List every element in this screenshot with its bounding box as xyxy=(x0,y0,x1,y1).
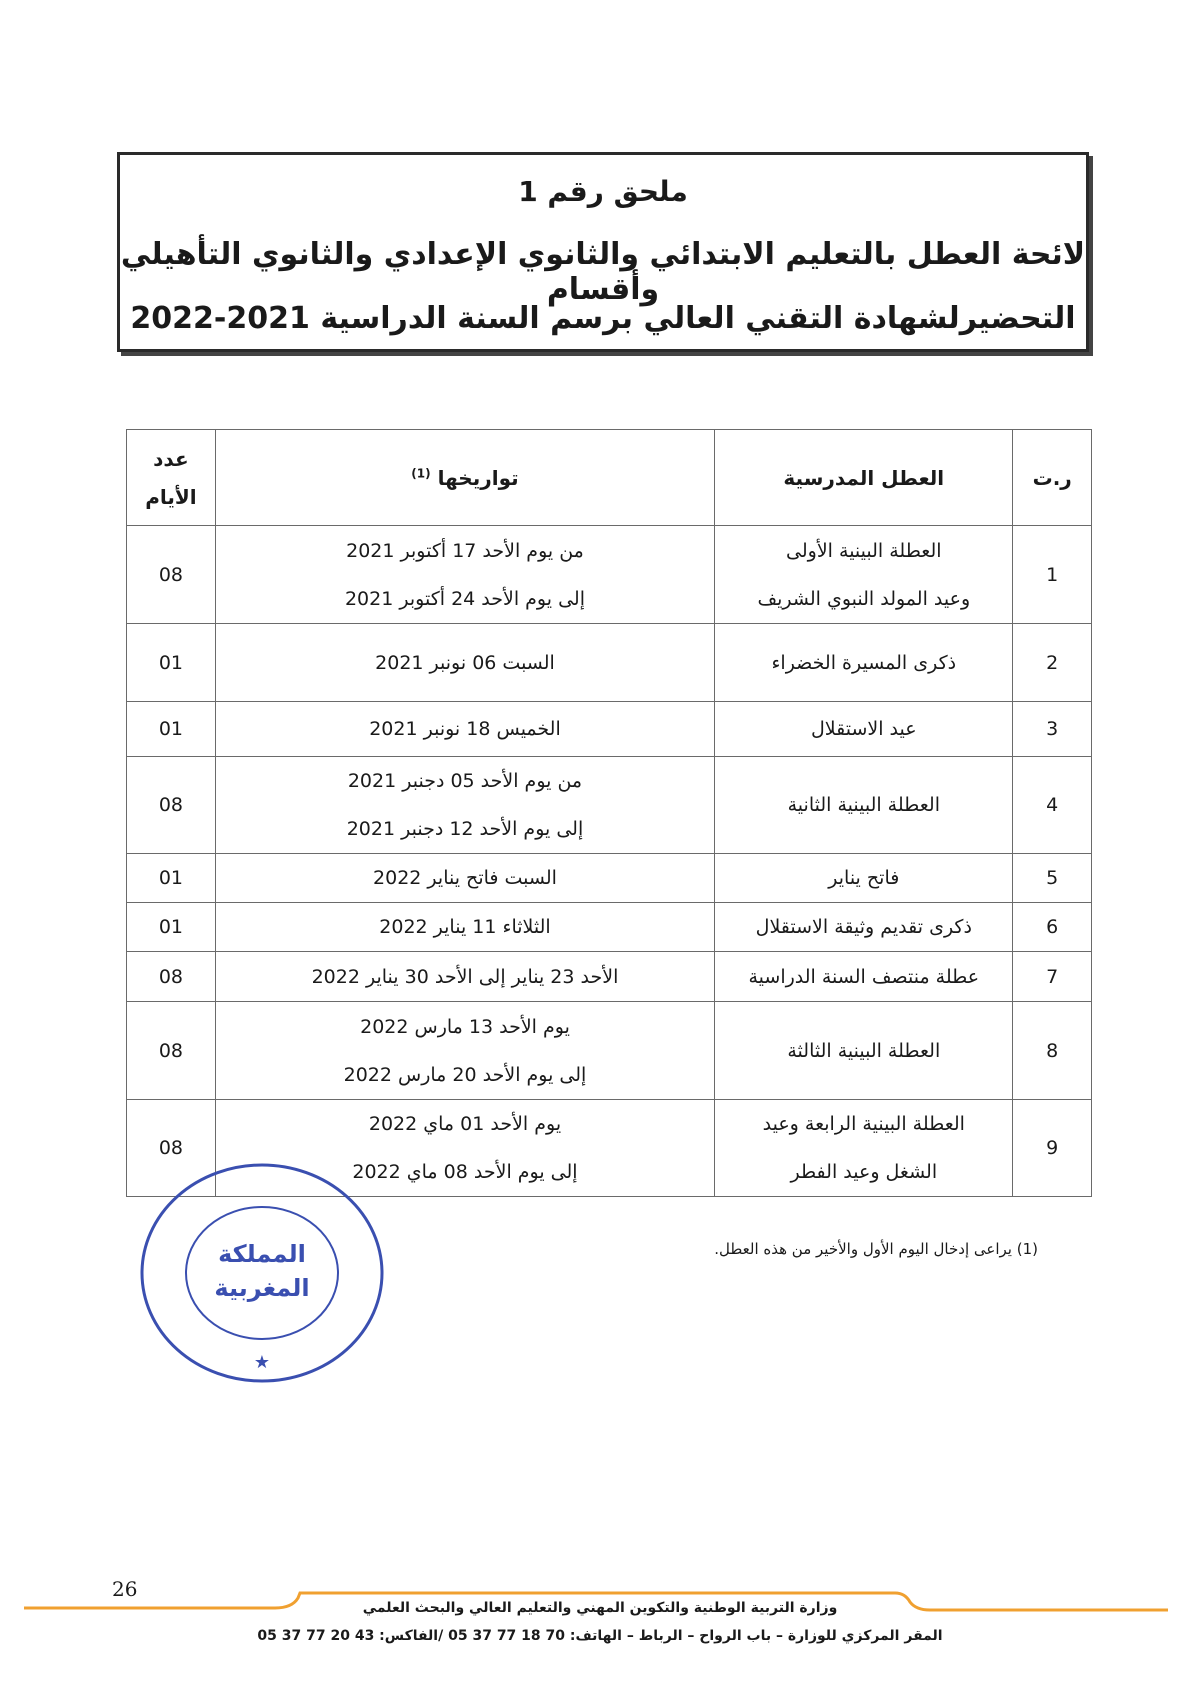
row-name: عطلة منتصف السنة الدراسية xyxy=(715,952,1013,1002)
row-dates: الأحد 23 يناير إلى الأحد 30 يناير 2022 xyxy=(215,952,714,1002)
row-dates xyxy=(215,1002,714,1100)
row-name xyxy=(715,1100,1013,1197)
header-dates-label: تواريخها xyxy=(437,465,519,490)
stamp-center-line1: المملكة xyxy=(218,1240,306,1268)
row-days: 08 xyxy=(127,757,216,854)
holidays-table xyxy=(126,429,1092,1197)
row-date-line: إلى يوم الأحد 24 أكتوبر 2021 xyxy=(344,587,585,610)
row-dates: الخميس 18 نونبر 2021 xyxy=(215,702,714,757)
row-name xyxy=(715,526,1013,624)
row-num: 9 xyxy=(1013,1100,1092,1197)
row-days: 01 xyxy=(127,624,216,702)
row-num: 4 xyxy=(1013,757,1092,854)
row-name-line: الشغل وعيد الفطر xyxy=(790,1161,938,1183)
table-header-row xyxy=(127,430,1092,526)
row-days: 01 xyxy=(127,854,216,903)
title-line-2: التحضيرلشهادة التقني العالي برسم السنة الدراسية 2021-2022 xyxy=(130,301,1076,336)
official-stamp xyxy=(136,1158,388,1388)
row-days: 08 xyxy=(127,1002,216,1100)
page-number: 26 xyxy=(112,1577,138,1601)
row-date-line: يوم الأحد 13 مارس 2022 xyxy=(360,1015,570,1038)
row-name-line: العطلة البينية الأولى xyxy=(786,539,942,562)
row-days: 08 xyxy=(127,952,216,1002)
row-date-line: إلى يوم الأحد 20 مارس 2022 xyxy=(343,1063,587,1086)
row-num: 8 xyxy=(1013,1002,1092,1100)
row-name: العطلة البينية الثالثة xyxy=(715,1002,1013,1100)
row-days: 01 xyxy=(127,903,216,952)
header-num: ر.ت xyxy=(1013,430,1092,526)
row-name-line: وعيد المولد النبوي الشريف xyxy=(757,587,971,610)
row-num: 3 xyxy=(1013,702,1092,757)
table-row xyxy=(127,854,1092,903)
row-num: 2 xyxy=(1013,624,1092,702)
header-days xyxy=(127,430,216,526)
footer-address: المقر المركزي للوزارة – باب الرواح – الرباط – الهاتف: 70 18 77 37 05 /الفاكس: 43 20 77 37 05 xyxy=(257,1628,943,1644)
stamp-inner-ring xyxy=(186,1207,338,1339)
row-name: عيد الاستقلال xyxy=(715,702,1013,757)
table-row xyxy=(127,1002,1092,1100)
row-days: 08 xyxy=(127,1100,216,1197)
table-row xyxy=(127,702,1092,757)
row-dates: السبت 06 نونبر 2021 xyxy=(215,624,714,702)
row-num: 5 xyxy=(1013,854,1092,903)
row-name: العطلة البينية الثانية xyxy=(715,757,1013,854)
row-dates: الثلاثاء 11 يناير 2022 xyxy=(215,903,714,952)
row-dates xyxy=(215,757,714,854)
row-date-line: إلى يوم الأحد 08 ماي 2022 xyxy=(352,1161,578,1183)
row-name: فاتح يناير xyxy=(715,854,1013,903)
row-num: 6 xyxy=(1013,903,1092,952)
row-days: 08 xyxy=(127,526,216,624)
header-days-line2: الأيام xyxy=(145,484,197,509)
title-box xyxy=(117,152,1089,352)
table-row xyxy=(127,624,1092,702)
footer-ministry-name: وزارة التربية الوطنية والتكوين المهني والتعليم العالي والبحث العلمي xyxy=(362,1600,838,1616)
table-row xyxy=(127,526,1092,624)
header-dates-note: (1) xyxy=(411,465,431,480)
annex-label: ملحق رقم 1 xyxy=(518,175,688,208)
row-dates: السبت فاتح يناير 2022 xyxy=(215,854,714,903)
row-days: 01 xyxy=(127,702,216,757)
row-num: 1 xyxy=(1013,526,1092,624)
row-date-line: يوم الأحد 01 ماي 2022 xyxy=(368,1113,562,1135)
footnote: (1) يراعى إدخال اليوم الأول والأخير من هذه العطل. xyxy=(714,1240,1038,1258)
table-row xyxy=(127,952,1092,1002)
stamp-outer-ring xyxy=(142,1165,382,1381)
row-dates xyxy=(215,526,714,624)
row-name-line: العطلة البينية الرابعة وعيد xyxy=(762,1113,965,1135)
row-name: ذكرى تقديم وثيقة الاستقلال xyxy=(715,903,1013,952)
row-name: ذكرى المسيرة الخضراء xyxy=(715,624,1013,702)
row-date-line: من يوم الأحد 17 أكتوبر 2021 xyxy=(346,539,584,562)
stamp-center-line2: المغربية xyxy=(214,1274,310,1302)
header-name: العطل المدرسية xyxy=(715,430,1013,526)
title-line-1: لائحة العطل بالتعليم الابتدائي والثانوي الإعدادي والثانوي التأهيلي وأقسام xyxy=(120,237,1086,307)
header-dates xyxy=(215,430,714,526)
row-num: 7 xyxy=(1013,952,1092,1002)
row-date-line: من يوم الأحد 05 دجنبر 2021 xyxy=(347,770,583,792)
stamp-star-icon: ★ xyxy=(253,1352,271,1373)
header-days-line1: عدد xyxy=(153,446,189,471)
row-date-line: إلى يوم الأحد 12 دجنبر 2021 xyxy=(346,818,584,840)
table-row xyxy=(127,757,1092,854)
table-row xyxy=(127,903,1092,952)
